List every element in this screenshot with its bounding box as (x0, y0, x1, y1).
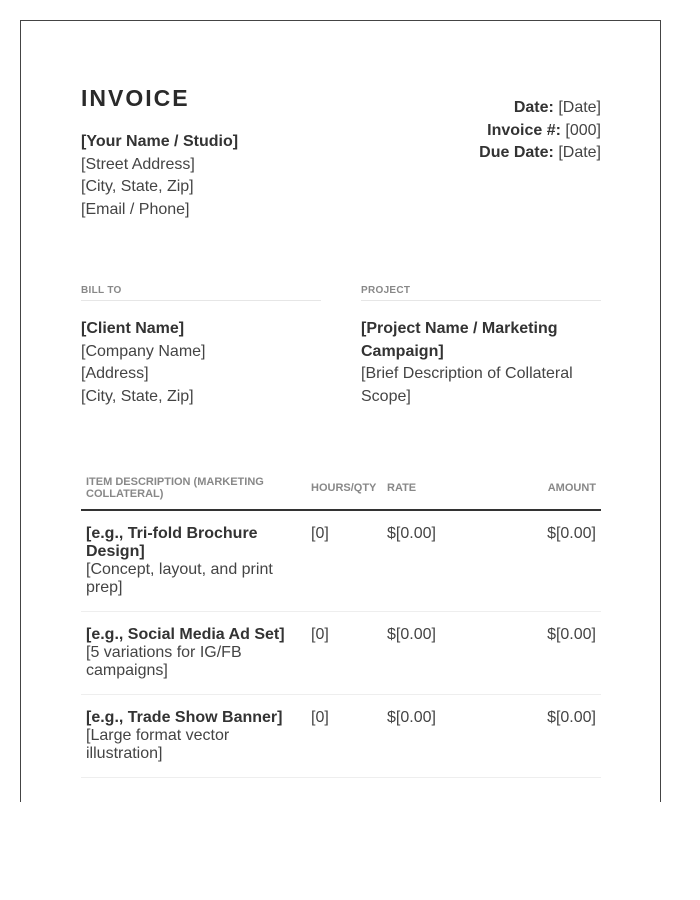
header-description: ITEM DESCRIPTION (MARKETING COLLATERAL) (81, 467, 306, 510)
table-header-row (81, 467, 601, 510)
meta-date-label: Date: (513, 99, 554, 116)
meta-invoice-number (479, 120, 601, 143)
sender-street: [Street Address] (81, 155, 195, 173)
item-amount: $[0.00] (502, 695, 601, 778)
item-qty: [0] (306, 612, 382, 695)
item-amount: $[0.00] (502, 510, 601, 612)
item-rate: $[0.00] (382, 510, 502, 612)
meta-date (479, 97, 601, 120)
sender-city: [City, State, Zip] (81, 178, 194, 195)
meta-date-value: [Date] (558, 99, 601, 116)
meta-invoice-value: [000] (565, 121, 601, 139)
client-name: [Client Name] (81, 320, 185, 337)
table-row (81, 612, 601, 695)
item-cell (81, 510, 306, 612)
meta-due-label: Due Date: (479, 144, 554, 161)
invoice-page (20, 20, 661, 802)
client-city: [City, State, Zip] (81, 387, 194, 405)
bill-to-body (81, 318, 321, 408)
item-qty: [0] (306, 695, 382, 778)
item-rate: $[0.00] (382, 612, 502, 695)
meta-due-value: [Date] (558, 144, 601, 161)
item-cell (81, 695, 306, 778)
invoice-title: INVOICE (81, 85, 190, 111)
project-name: [Project Name / Marketing Campaign] (361, 320, 558, 360)
header-amount: AMOUNT (502, 467, 601, 510)
sender-name: [Your Name / Studio] (81, 133, 239, 150)
item-title: [e.g., Tri-fold Brochure Design] (86, 525, 258, 560)
line-items-table (81, 467, 601, 778)
item-desc: [5 variations for IG/FB campaigns] (86, 644, 242, 679)
sender-block (81, 131, 238, 221)
item-desc: [Large format vector illustration] (86, 727, 230, 762)
invoice-meta (479, 97, 601, 165)
meta-invoice-label: Invoice #: (487, 121, 561, 139)
sender-contact: [Email / Phone] (81, 200, 190, 218)
table-row (81, 695, 601, 778)
meta-due-date (479, 142, 601, 165)
item-rate: $[0.00] (382, 695, 502, 778)
project-description: [Brief Description of Collateral Scope] (361, 365, 573, 405)
project-section (361, 285, 601, 408)
item-qty: [0] (306, 510, 382, 612)
table-row (81, 510, 601, 612)
header-qty: HOURS/QTY (306, 467, 382, 510)
client-address: [Address] (81, 365, 149, 382)
header-rate: RATE (382, 467, 502, 510)
bill-to-section (81, 285, 321, 408)
project-label: PROJECT (361, 285, 601, 301)
bill-to-label: BILL TO (81, 285, 321, 301)
client-company: [Company Name] (81, 342, 206, 360)
project-body (361, 318, 601, 408)
item-amount: $[0.00] (502, 612, 601, 695)
item-title: [e.g., Social Media Ad Set] (86, 626, 285, 643)
item-cell (81, 612, 306, 695)
item-desc: [Concept, layout, and print prep] (86, 561, 273, 596)
item-title: [e.g., Trade Show Banner] (86, 709, 283, 726)
